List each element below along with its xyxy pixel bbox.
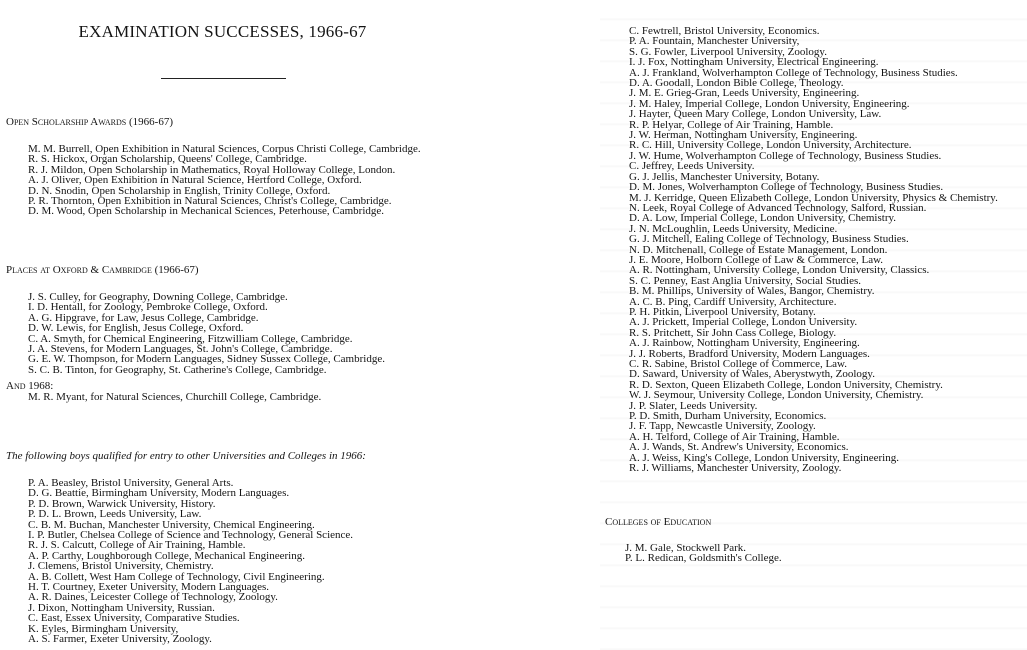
list-item: A. J. Rainbow, Nottingham University, Engineering. <box>629 337 860 350</box>
list-item: P. D. Smith, Durham University, Economics. <box>629 410 827 423</box>
list-item: B. M. Phillips, University of Wales, Bangor, Chemistry. <box>629 285 875 298</box>
list-item: M. R. Myant, for Natural Sciences, Churchill College, Cambridge. <box>28 391 322 403</box>
list-item: A. C. B. Ping, Cardiff University, Architecture. <box>629 295 837 308</box>
places-oxbridge-list <box>28 292 385 375</box>
list-item: A. J. Frankland, Wolverhampton College of Technology, Business Studies. <box>629 66 958 79</box>
list-item: D. M. Wood, Open Scholarship in Mechanical Sciences, Peterhouse, Cambridge. <box>28 205 385 218</box>
list-item: J. S. Culley, for Geography, Downing College, Cambridge. <box>28 291 288 303</box>
list-item: J. M. Haley, Imperial College, London University, Engineering. <box>629 97 910 110</box>
list-item: W. J. Seymour, University College, London University, Chemistry. <box>629 389 924 402</box>
list-item: G. E. W. Thompson, for Modern Languages, Sidney Sussex College, Cambridge. <box>28 353 385 366</box>
other-universities-heading: The following boys qualified for entry to other Universities and Colleges in 1966: <box>6 450 366 462</box>
list-item: A. P. Carthy, Loughborough College, Mechanical Engineering. <box>28 549 305 562</box>
list-item: J. W. Hume, Wolverhampton College of Technology, Business Studies. <box>629 149 942 162</box>
page-title: EXAMINATION SUCCESSES, 1966-67 <box>78 22 367 41</box>
list-item: S. G. Fowler, Liverpool University, Zoology. <box>629 45 827 58</box>
list-item: A. H. Telford, College of Air Training, Hamble. <box>629 430 840 443</box>
list-item: P. R. Thornton, Open Exhibition in Natural Sciences, Christ's College, Cambridge. <box>28 195 392 208</box>
list-item: N. Leek, Royal College of Advanced Technology, Salford, Russian. <box>629 201 927 214</box>
list-item: S. C. Penney, East Anglia University, Social Studies. <box>629 274 862 287</box>
list-item: C. East, Essex University, Comparative Studies. <box>28 612 240 625</box>
list-item: P. D. Brown, Warwick University, History. <box>28 497 216 510</box>
list-item: A. B. Collett, West Ham College of Technology, Civil Engineering. <box>28 570 325 583</box>
list-item: J. Dixon, Nottingham University, Russian. <box>28 601 215 614</box>
and-1968-list <box>28 392 321 402</box>
list-item: R. J. S. Calcutt, College of Air Training, Hamble. <box>28 539 246 552</box>
list-item: J. N. McLoughlin, Leeds University, Medicine. <box>629 222 838 235</box>
list-item: N. D. Mitchenall, College of Estate Management, London. <box>629 243 888 256</box>
list-item: P. H. Pitkin, Liverpool University, Botany. <box>629 305 816 318</box>
list-item: J. Hayter, Queen Mary College, London University, Law. <box>629 108 882 121</box>
other-universities-continued-list <box>629 26 998 473</box>
list-item: D. A. Goodall, London Bible College, Theology. <box>629 77 844 90</box>
list-item: A. R. Daines, Leicester College of Technology, Zoology. <box>28 591 278 604</box>
other-universities-list <box>28 478 353 645</box>
open-scholarships-list <box>28 144 421 217</box>
colleges-of-education-heading: Colleges of Education <box>605 516 712 528</box>
list-item: A. R. Nottingham, University College, London University, Classics. <box>629 264 930 277</box>
list-item: J. W. Herman, Nottingham University, Engineering. <box>629 129 858 142</box>
list-item: R. S. Hickox, Organ Scholarship, Queens' College, Cambridge. <box>28 153 307 166</box>
list-item: J. Clemens, Bristol University, Chemistry. <box>28 560 214 573</box>
list-item: J. E. Moore, Holborn College of Law & Commerce, Law. <box>629 253 884 266</box>
list-item: D. G. Beattie, Birmingham University, Modern Languages. <box>28 487 290 500</box>
list-item: J. A. Stevens, for Modern Languages, St. John's College, Cambridge. <box>28 343 333 356</box>
list-item: I. P. Butler, Chelsea College of Science and Technology, General Science. <box>28 529 354 542</box>
list-item: D. A. Low, Imperial College, London University, Chemistry. <box>629 212 897 225</box>
list-item: C. Jeffrey, Leeds University. <box>629 160 755 173</box>
list-item: A. J. Prickett, Imperial College, London University. <box>629 316 858 329</box>
list-item: J. M. Gale, Stockwell Park. <box>625 542 746 554</box>
title-rule <box>161 78 286 79</box>
list-item: K. Eyles, Birmingham University, <box>28 622 179 635</box>
list-item: M. J. Kerridge, Queen Elizabeth College, London University, Physics & Chemistry. <box>629 191 998 204</box>
list-item: C. A. Smyth, for Chemical Engineering, Fitzwilliam College, Cambridge. <box>28 332 353 345</box>
list-item: J. P. Slater, Leeds University. <box>629 399 758 412</box>
list-item: G. J. Jellis, Manchester University, Botany. <box>629 170 820 183</box>
list-item: A. S. Farmer, Exeter University, Zoology. <box>28 633 212 646</box>
list-item: P. L. Redican, Goldsmith's College. <box>625 552 782 565</box>
list-item: D. M. Jones, Wolverhampton College of Technology, Business Studies. <box>629 181 944 194</box>
list-item: H. T. Courtney, Exeter University, Modern Languages. <box>28 581 270 594</box>
list-item: R. P. Helyar, College of Air Training, Hamble. <box>629 118 834 131</box>
list-item: R. D. Sexton, Queen Elizabeth College, London University, Chemistry. <box>629 378 943 391</box>
open-scholarships-heading: Open Scholarship Awards (1966-67) <box>6 116 173 128</box>
list-item: D. Saward, University of Wales, Aberystwyth, Zoology. <box>629 368 875 381</box>
list-item: J. M. E. Grieg-Gran, Leeds University, Engineering. <box>629 87 860 100</box>
list-item: A. J. Oliver, Open Exhibition in Natural Science, Hertford College, Oxford. <box>28 174 362 187</box>
list-item: G. J. Mitchell, Ealing College of Technology, Business Studies. <box>629 233 909 246</box>
places-oxbridge-heading: Places at Oxford & Cambridge (1966-67) <box>6 264 199 276</box>
list-item: R. S. Pritchett, Sir John Cass College, Biology. <box>629 326 837 339</box>
list-item: A. G. Hipgrave, for Law, Jesus College, Cambridge. <box>28 311 259 324</box>
list-item: D. W. Lewis, for English, Jesus College, Oxford. <box>28 322 244 335</box>
list-item: P. D. L. Brown, Leeds University, Law. <box>28 508 202 521</box>
list-item: I. D. Hentall, for Zoology, Pembroke College, Oxford. <box>28 301 268 314</box>
list-item: P. A. Beasley, Bristol University, General Arts. <box>28 477 234 489</box>
list-item: R. C. Hill, University College, London University, Architecture. <box>629 139 912 152</box>
list-item: J. J. Roberts, Bradford University, Modern Languages. <box>629 347 870 360</box>
list-item: J. F. Tapp, Newcastle University, Zoology. <box>629 420 816 433</box>
list-item: A. J. Wands, St. Andrew's University, Economics. <box>629 441 849 454</box>
list-item: C. Fewtrell, Bristol University, Economics. <box>629 25 820 37</box>
list-item: R. J. Mildon, Open Scholarship in Mathematics, Royal Holloway College, London. <box>28 163 396 176</box>
and-1968-heading: And 1968: <box>6 380 54 392</box>
list-item: S. C. B. Tinton, for Geography, St. Catherine's College, Cambridge. <box>28 363 327 376</box>
list-item: C. B. M. Buchan, Manchester University, Chemical Engineering. <box>28 518 315 531</box>
list-item: D. N. Snodin, Open Scholarship in English, Trinity College, Oxford. <box>28 184 331 197</box>
list-item: R. J. Williams, Manchester University, Zoology. <box>629 462 842 475</box>
list-item: I. J. Fox, Nottingham University, Electrical Engineering. <box>629 56 879 69</box>
list-item: M. M. Burrell, Open Exhibition in Natural Sciences, Corpus Christi College, Cambridge. <box>28 143 421 155</box>
list-item: A. J. Weiss, King's College, London University, Engineering. <box>629 451 899 464</box>
list-item: C. R. Sabine, Bristol College of Commerce, Law. <box>629 358 848 370</box>
list-item: P. A. Fountain, Manchester University, <box>629 35 800 48</box>
colleges-of-education-list <box>625 543 782 564</box>
